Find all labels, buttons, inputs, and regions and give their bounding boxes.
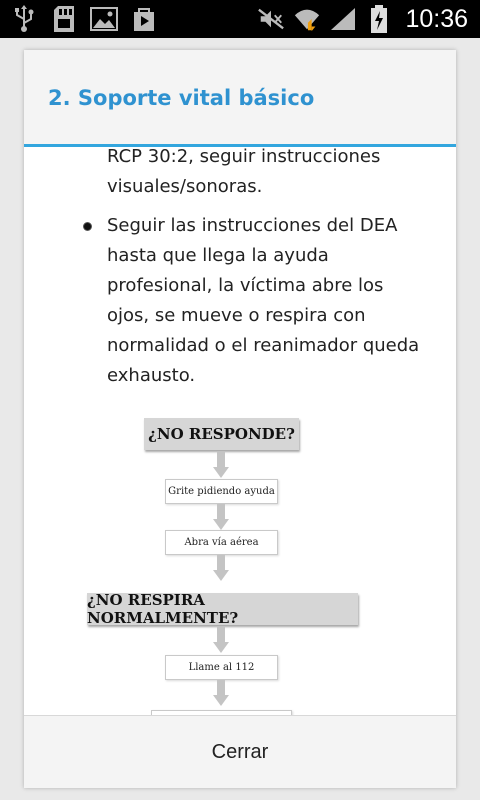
dialog-header: [24, 50, 456, 147]
list-item-text: RCP 30:2, seguir instrucciones visuales/sonoras.: [107, 147, 381, 197]
play-store-icon: [130, 4, 158, 34]
notification-icons: [10, 4, 158, 34]
arrow-down-icon: [213, 555, 229, 581]
dialog-title: 2. Soporte vital básico: [48, 86, 315, 110]
usb-icon: [10, 4, 38, 34]
signal-icon: [329, 4, 357, 34]
list-item-text: Seguir las instrucciones del DEA hasta que llega la ayuda profesional, la víctima abre los ojos, se mueve o respira con normalidad o el reanimador queda exhausto.: [107, 215, 420, 386]
battery-charging-icon: [365, 4, 393, 34]
arrow-down-icon: [213, 504, 229, 530]
close-button[interactable]: Cerrar: [24, 716, 456, 788]
dialog-content[interactable]: [24, 147, 456, 715]
arrow-down-icon: [213, 452, 229, 478]
mute-icon: [257, 4, 285, 34]
flowchart-heading: ¿NO RESPONDE?: [144, 418, 299, 450]
image-icon: [90, 4, 118, 34]
status-bar: [0, 0, 480, 38]
bullet-icon: [83, 222, 92, 231]
flowchart-heading: ¿NO RESPIRA NORMALMENTE?: [87, 593, 358, 625]
wifi-icon: [293, 4, 321, 34]
arrow-down-icon: [213, 680, 229, 706]
system-icons: [257, 2, 468, 36]
flowchart-step: Llame al 112: [165, 655, 278, 680]
dialog-footer: [24, 715, 456, 788]
arrow-down-icon: [213, 627, 229, 653]
clock: 10:36: [405, 5, 468, 33]
flowchart-step: Grite pidiendo ayuda: [165, 479, 278, 504]
flowchart-step: Abra vía aérea: [165, 530, 278, 555]
sd-card-icon: [50, 4, 78, 34]
dialog: [24, 50, 456, 788]
